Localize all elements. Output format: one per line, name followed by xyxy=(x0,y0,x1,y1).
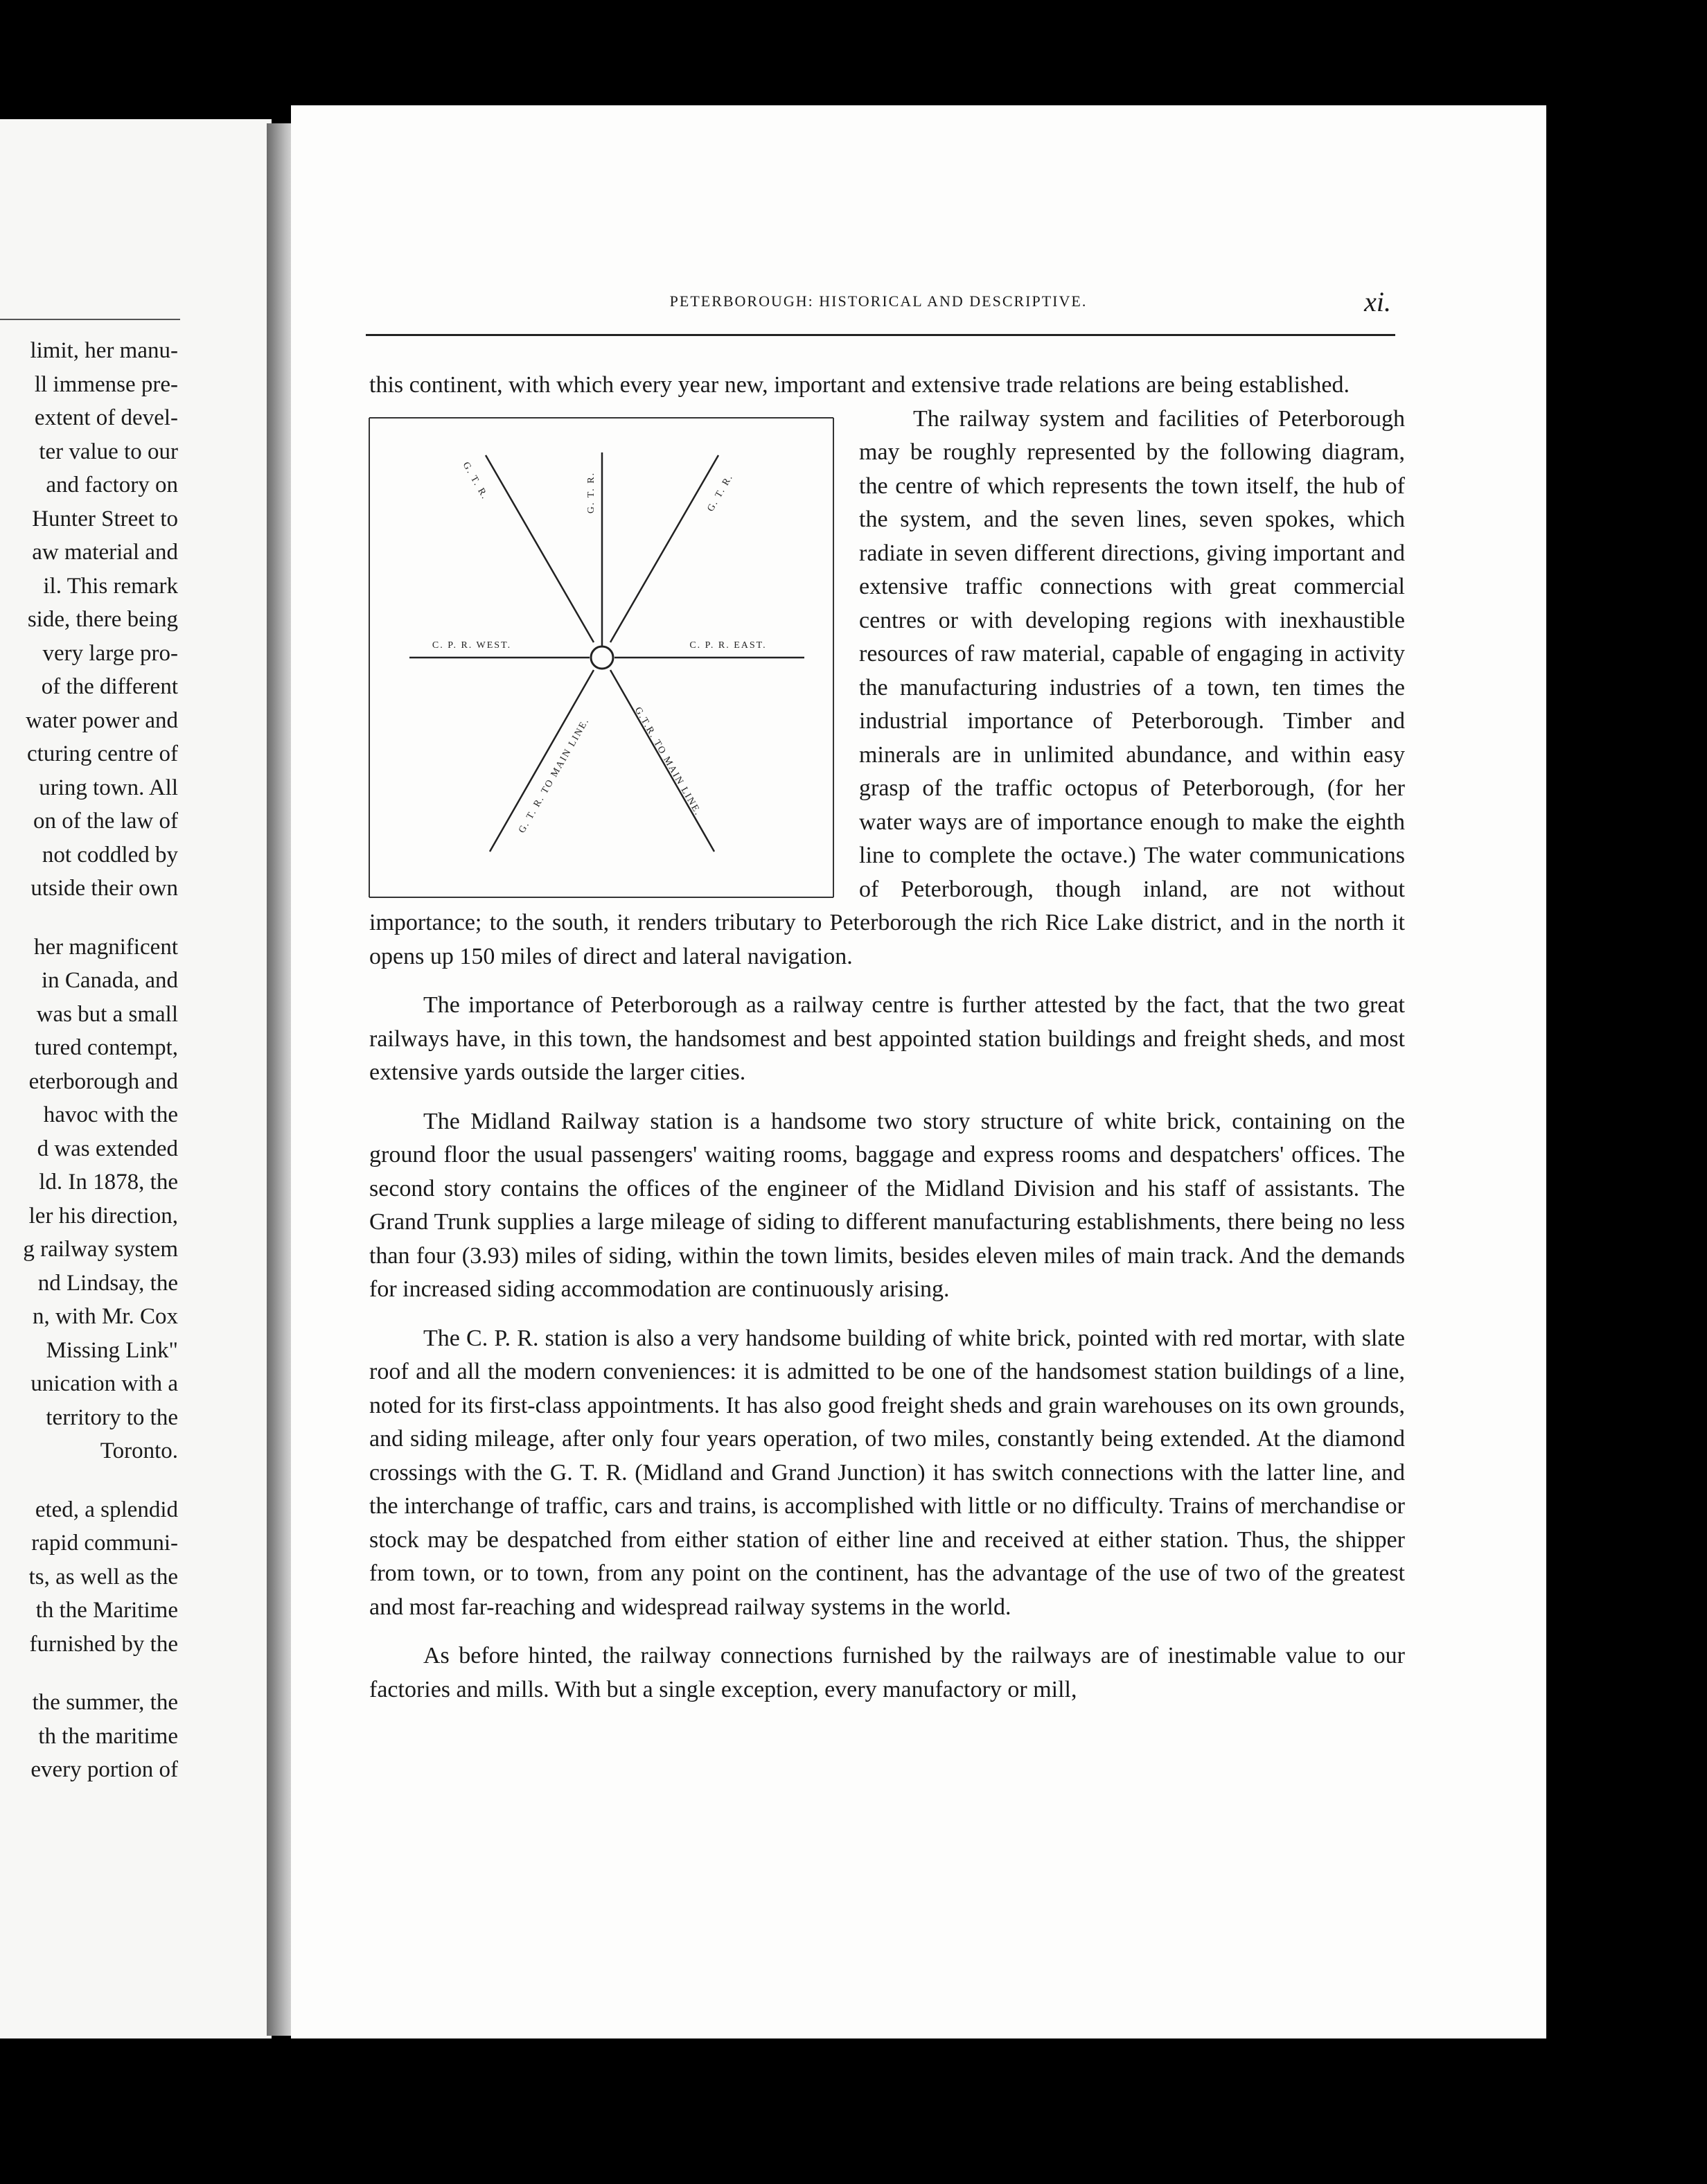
left-page-line: n, with Mr. Cox xyxy=(33,1304,178,1329)
left-page-line: ld. In 1878, the xyxy=(39,1170,178,1195)
page-body xyxy=(369,369,1405,1707)
label-gtr-main-line-southeast: G.T.R. TO MAIN LINE. xyxy=(632,705,704,818)
left-page-line: side, there being xyxy=(27,607,178,632)
label-gtr-main-line-southwest: G. T. R. TO MAIN LINE. xyxy=(517,715,592,835)
left-page-paragraph xyxy=(0,334,178,906)
left-page-line: Hunter Street to xyxy=(32,506,178,531)
left-page-line: cturing centre of xyxy=(26,741,178,766)
left-page-line: ler his direction, xyxy=(28,1203,178,1228)
left-page-line: ll immense pre- xyxy=(34,371,178,397)
label-gtr-north: G. T. R. xyxy=(586,471,596,513)
spoke-northwest xyxy=(486,455,594,642)
left-page-line: unication with a xyxy=(30,1371,178,1396)
left-page-line: limit, her manu- xyxy=(30,338,178,363)
left-page-line: g railway system xyxy=(23,1237,178,1262)
left-page-line: every portion of xyxy=(30,1757,178,1782)
left-page-line: ts, as well as the xyxy=(28,1564,178,1589)
left-page-line: in Canada, and xyxy=(41,968,178,993)
left-page-line: il. This remark xyxy=(43,573,178,599)
paragraph: The Midland Railway station is a handsome two story structure of white brick, containing on the ground floor the usual passengers' waiting rooms, baggage and express rooms and despatchers' offices. The second story contains the offices of the engineer of the Midland Division and his staff of assistants. The Grand Trunk supplies a large mileage of siding to different manufacturing establishments, there being no less than four (3.93) miles of siding, within the town limits, besides eleven miles of main track. And the demands for increased siding accommodation are continuously arising. xyxy=(369,1108,1405,1302)
header-rule xyxy=(366,334,1395,336)
left-page-line: of the different xyxy=(41,674,178,699)
left-page-line: Missing Link" xyxy=(46,1337,178,1363)
paragraph: The importance of Peterborough as a railway centre is further attested by the fact, that the two great railways have, in this town, the handsomest and best appointed station buildings and freight sheds, and most extensive yards outside the larger cities. xyxy=(369,992,1405,1085)
paragraph: The C. P. R. station is also a very handsome building of white brick, pointed with red mortar, with slate roof and all the modern conveniences: it is admitted to be one of the handsomest station buildings of a line, noted for its first-class appointments. It has also good freight sheds and grain warehouses on its own grounds, and siding mileage, after only four years operation, of two miles, constantly being extended. At the diamond crossings with the G. T. R. (Midland and Grand Junction) it has switch connections with the latter line, and the interchange of traffic, cars and trains, is accomplished with little or no difficulty. Trains of merchandise or stock may be despatched from either station of either line and received at either station. Thus, the shipper from town, or to town, from any point on the continent, has the advantage of the use of two of the greatest and most far-reaching and widespread railway systems in the world. xyxy=(369,1325,1405,1620)
left-page-line: was but a small xyxy=(36,1001,178,1027)
left-page-line: aw material and xyxy=(32,540,178,565)
left-page-line: extent of devel- xyxy=(34,405,178,430)
left-page-line: th the maritime xyxy=(38,1723,178,1749)
left-page-line: uring town. All xyxy=(39,775,178,800)
town-hub xyxy=(591,646,613,669)
left-page-line: water power and xyxy=(26,707,178,733)
left-page-line: eted, a splendid xyxy=(35,1497,178,1522)
page-header xyxy=(366,286,1391,327)
left-page-line: her magnificent xyxy=(34,934,178,960)
paragraph: this continent, with which every year new, important and extensive trade relations are being established. xyxy=(369,372,1350,398)
page-number: xi. xyxy=(1364,286,1391,317)
label-cpr-east: C. P. R. EAST. xyxy=(689,640,767,651)
label-cpr-west: C. P. R. WEST. xyxy=(432,640,512,651)
left-page-line: rapid communi- xyxy=(31,1531,178,1556)
left-page-paragraph xyxy=(0,1686,178,1787)
left-page-paragraph xyxy=(0,931,178,1468)
left-page-line: furnished by the xyxy=(29,1631,178,1657)
left-page-line: territory to the xyxy=(46,1404,178,1430)
paragraph: The railway system and facilities of Peterborough may be roughly represented by the following diagram, the centre of which represents the town itself, the hub of the system, and the seven lines, seven spokes, which radiate in seven different directions, giving important and extensive traffic connections with great commercial centres or with developing regions with inexhaustible resources of raw material, capable of engaging in activity the manufacturing industries of a town, ten times the industrial importance of Peterborough. Timber and minerals are in unlimited abundance, and within easy grasp of the traffic octopus of Peterborough, (for her water ways are of importance enough to make the eighth line to complete the octave.) The water communications of Peterborough, though inland, are not without importance; to the south, it renders tributary to Peterborough the rich Rice Lake district, and in the north it opens up 150 miles of direct and lateral navigation. xyxy=(369,405,1405,969)
running-title: PETERBOROUGH: HISTORICAL AND DESCRIPTIVE. xyxy=(669,292,1088,310)
left-page-line: d was extended xyxy=(37,1136,178,1161)
spoke-northeast xyxy=(610,455,718,642)
left-page-line: on of the law of xyxy=(33,809,178,834)
left-page-line: tured contempt, xyxy=(34,1035,178,1060)
left-page-line: nd Lindsay, the xyxy=(37,1270,178,1296)
right-page xyxy=(291,105,1546,2038)
left-header-rule xyxy=(0,319,180,320)
left-page-paragraph xyxy=(0,1493,178,1662)
left-page-line: ter value to our xyxy=(39,439,178,464)
paragraph: As before hinted, the railway connections furnished by the railways are of inestimable value to our factories and mills. With but a single exception, every manufactory or mill, xyxy=(369,1643,1405,1702)
left-page-line: the summer, the xyxy=(32,1690,178,1715)
left-facing-page xyxy=(0,119,272,2038)
railway-diagram-svg xyxy=(368,416,835,899)
label-gtr-northwest: G. T. R. xyxy=(460,459,490,502)
left-page-line: and factory on xyxy=(46,473,178,497)
left-page-line: havoc with the xyxy=(43,1102,178,1127)
left-page-line: not coddled by xyxy=(42,842,178,868)
spoke-southwest xyxy=(490,670,594,852)
left-page-line: th the Maritime xyxy=(35,1598,178,1623)
railway-diagram xyxy=(368,416,835,899)
label-gtr-northeast: G. T. R. xyxy=(705,471,736,513)
left-page-line: Toronto. xyxy=(100,1438,178,1463)
left-page-line: utside their own xyxy=(30,876,178,901)
left-page-line: eterborough and xyxy=(28,1068,178,1094)
left-page-text xyxy=(0,334,178,1812)
left-page-line: very large pro- xyxy=(42,640,178,666)
